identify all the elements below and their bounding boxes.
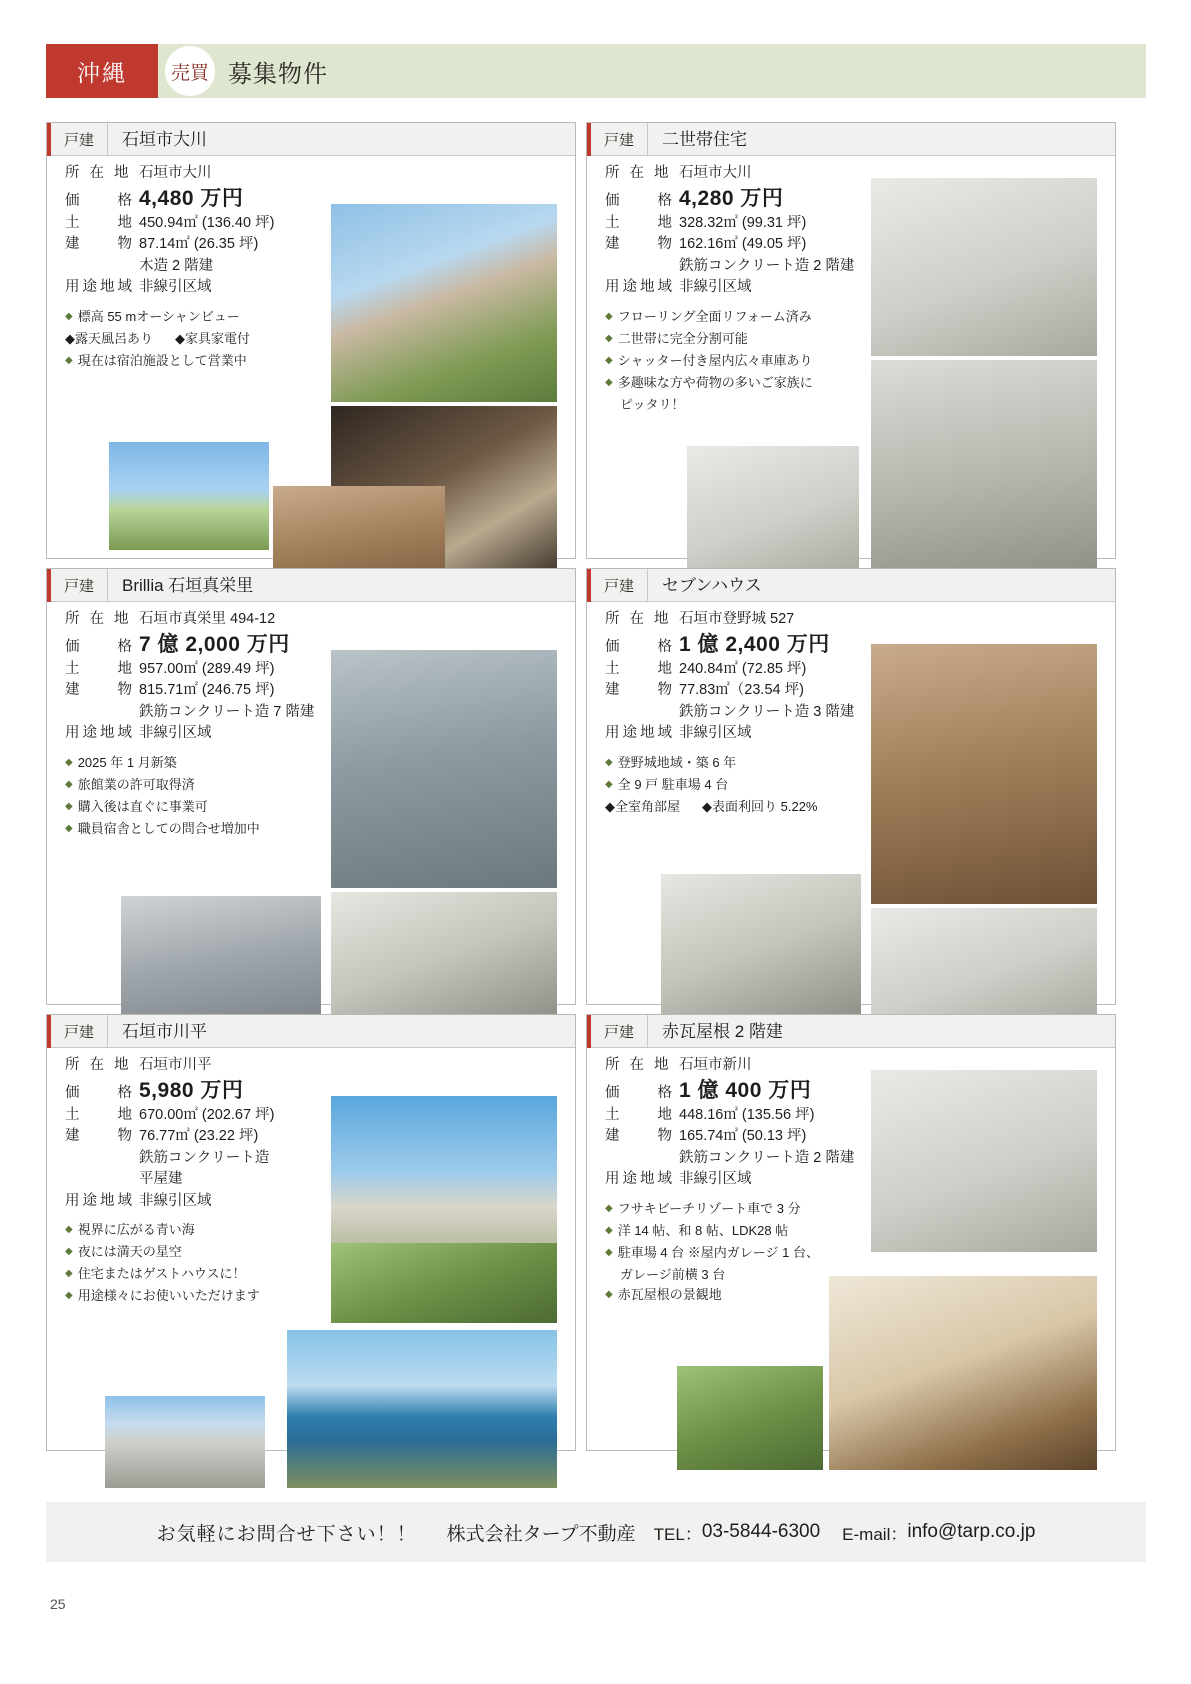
spec-value: 石垣市真栄里 494-12 [139,611,276,627]
property-photo-land [331,1243,557,1323]
card-header [587,1015,1115,1048]
card-header [587,123,1115,156]
spec-structure: 鉄筋コンクリート造 7 階建 [139,703,315,720]
diamond-icon: ◆ [65,354,73,366]
spec-label: 所 在 地 [65,611,132,627]
spec-label: 所 在 地 [65,1057,132,1073]
feature-text: 赤瓦屋根の景観地 [617,1287,722,1303]
spec-value: 670.00㎡ (202.67 坪) [139,1106,275,1123]
diamond-icon: ◆ [605,376,613,388]
spec-label: 建 物 [605,682,675,698]
spec-value: 957.00㎡ (289.49 坪) [139,660,275,677]
spec-value: 非線引区域 [139,725,212,741]
feature-text: 二世帯に完全分割可能 [617,330,748,346]
spec-value: 非線引区域 [679,279,752,295]
property-type-badge: 戸建 [587,569,647,602]
card-header [587,569,1115,602]
spec-label: 所 在 地 [605,611,672,627]
spec-value-price: 7 億 2,000 万円 [139,632,290,656]
spec-value: 非線引区域 [679,1171,752,1187]
footer-email-label: E-mail： [842,1524,908,1544]
card-body [587,602,1115,817]
footer-tel-label: TEL： [653,1524,702,1544]
spec-value-price: 4,480 万円 [139,186,244,210]
spec-label: 用途地域 [605,725,675,741]
spec-value-price: 1 億 400 万円 [679,1078,812,1102]
spec-label: 用途地域 [605,279,675,295]
category-badge: 売買 [164,45,216,97]
property-type-badge: 戸建 [47,123,107,156]
contact-footer [46,1502,1146,1562]
feature-text: 購入後は直ぐに事業可 [77,798,208,814]
property-photo-main [331,204,557,402]
card-body [47,602,575,839]
spec-value: 石垣市新川 [679,1057,752,1073]
property-photo-garden [677,1366,823,1470]
spec-label: 土 地 [65,214,135,231]
feature-text: フローリング全面リフォーム済み [617,308,812,324]
spec-label: 所 在 地 [605,1057,672,1073]
spec-structure: 鉄筋コンクリート造 2 階建 [679,257,855,274]
feature-text: フサキビーチリゾート車で 3 分 [617,1200,801,1216]
feature-text: 職員宿舎としての問合せ増加中 [77,820,260,836]
diamond-icon: ◆ [65,1268,73,1280]
property-type-badge: 戸建 [587,1015,647,1048]
diamond-icon: ◆ [605,332,613,344]
spec-label: 土 地 [605,214,675,231]
spec-label: 価 格 [605,1084,675,1101]
spec-row-address [605,612,1115,627]
spec-label: 用途地域 [65,725,135,741]
spec-row-address [65,1058,575,1073]
property-photo-main [871,644,1097,904]
spec-label: 建 物 [65,1128,135,1144]
feature-text: 家具家電付 [185,330,251,346]
spec-label: 土 地 [65,660,135,677]
spec-label: 価 格 [605,192,675,209]
property-photo-main [331,650,557,888]
diamond-icon: ◆ [65,310,73,322]
feature-text: 全室角部屋 [615,798,681,814]
feature-text-continued: ガレージ前横 3 台 [620,1266,726,1282]
property-name: 石垣市大川 [107,123,575,156]
property-card[interactable] [46,122,576,559]
feature-text: 露天風呂あり [75,330,154,346]
spec-row-address [65,612,575,627]
spec-value: 87.14㎡ (26.35 坪) [139,236,259,252]
property-photo-exterior [109,442,269,550]
feature-text: 夜には満天の星空 [77,1244,182,1260]
diamond-icon: ◆ [65,756,73,768]
diamond-icon: ◆ [702,798,713,814]
page-header [46,44,1146,98]
feature-text: 洋 14 帖、和 8 帖、LDK28 帖 [617,1222,789,1238]
spec-value-price: 5,980 万円 [139,1078,244,1102]
feature-text: 駐車場 4 台 ※屋内ガレージ 1 台、 [617,1244,819,1260]
page-title: 募集物件 [228,60,328,88]
property-name: 石垣市川平 [107,1015,575,1048]
spec-value: 165.74㎡ (50.13 坪) [679,1128,807,1144]
spec-value: 非線引区域 [139,1192,212,1209]
diamond-icon: ◆ [65,822,73,834]
spec-label: 建 物 [605,1128,675,1144]
spec-value: 石垣市登野城 527 [679,611,795,627]
spec-value: 448.16㎡ (135.56 坪) [679,1106,815,1123]
spec-value: 77.83㎡（23.54 坪) [679,682,804,698]
spec-structure: 木造 2 階建 [139,257,214,274]
spec-label: 価 格 [65,1084,135,1101]
spec-value: 240.84㎡ (72.85 坪) [679,660,807,677]
diamond-icon: ◆ [65,1290,73,1302]
spec-label: 用途地域 [65,1192,135,1209]
spec-label: 土 地 [605,660,675,677]
spec-structure: 鉄筋コンクリート造 3 階建 [679,703,855,720]
diamond-icon: ◆ [605,756,613,768]
feature-text: 多趣味な方や荷物の多いご家族に [617,374,813,390]
property-card[interactable] [46,1014,576,1451]
spec-value: 石垣市大川 [679,165,752,181]
property-photo-exterior [121,896,321,1024]
feature-text-continued: ピッタリ！ [620,397,685,413]
property-name: Brillia 石垣真栄里 [107,569,575,602]
feature-group [65,329,153,349]
property-photo-driveway [871,360,1097,578]
property-type-badge: 戸建 [47,569,107,602]
footer-email[interactable]: info@tarp.co.jp [907,1521,1036,1542]
spec-row-address [65,166,575,181]
spec-value: 非線引区域 [679,725,752,741]
diamond-icon: ◆ [605,310,613,322]
diamond-icon: ◆ [605,798,615,814]
diamond-icon: ◆ [605,1246,613,1258]
spec-label: 建 物 [605,236,675,252]
spec-structure: 鉄筋コンクリート造 2 階建 [679,1149,855,1166]
property-name: セブンハウス [647,569,1115,602]
footer-cta: お気軽にお問合せ下さい！！ [156,1523,417,1545]
feature-text: 旅館業の許可取得済 [77,776,195,792]
property-card[interactable] [586,122,1116,559]
diamond-icon: ◆ [605,354,613,366]
spec-value: 非線引区域 [139,279,212,295]
region-tag: 沖縄 [46,44,158,98]
spec-value-price: 1 億 2,400 万円 [679,632,830,656]
card-header [47,569,575,602]
property-photo-road [105,1396,265,1488]
spec-value: 815.71㎡ (246.75 坪) [139,682,275,698]
feature-text: シャッター付き屋内広々車庫あり [617,352,813,368]
property-type-badge: 戸建 [587,123,647,156]
feature-text: 視界に広がる青い海 [77,1222,195,1237]
spec-label: 価 格 [605,638,675,655]
spec-label: 価 格 [65,192,135,209]
card-header [47,123,575,156]
card-body [47,156,575,371]
diamond-icon: ◆ [605,1202,613,1214]
spec-value: 162.16㎡ (49.05 坪) [679,236,807,252]
diamond-icon: ◆ [65,1224,73,1235]
feature-group [605,797,680,817]
diamond-icon: ◆ [175,330,186,346]
diamond-icon: ◆ [605,1224,613,1236]
spec-value-price: 4,280 万円 [679,186,784,210]
spec-label: 土 地 [605,1106,675,1123]
diamond-icon: ◆ [605,1289,613,1301]
spec-label: 価 格 [65,638,135,655]
card-body [587,156,1115,415]
property-photo-living [829,1276,1097,1470]
spec-value: 76.77㎡ (23.22 坪) [139,1128,259,1144]
spec-label: 建 物 [65,236,135,252]
feature-text: 2025 年 1 月新築 [77,754,177,770]
feature-text: 登野城地域・築 6 年 [617,754,737,770]
spec-structure: 鉄筋コンクリート造 [139,1149,270,1166]
spec-value: 石垣市川平 [139,1057,212,1073]
card-body [47,1048,575,1307]
footer-company: 株式会社タープ不動産 [446,1523,636,1545]
property-photo-main [871,1070,1097,1252]
spec-structure-2: 平屋建 [139,1171,183,1187]
property-card[interactable] [46,568,576,1005]
property-name: 二世帯住宅 [647,123,1115,156]
feature-group [175,329,250,349]
spec-value: 石垣市大川 [139,165,212,181]
card-header [47,1015,575,1048]
property-photo-entrance [661,874,861,1024]
spec-label: 土 地 [65,1106,135,1123]
feature-text: 表面利回り 5.22% [712,798,818,814]
diamond-icon: ◆ [65,330,75,346]
spec-value: 450.94㎡ (136.40 坪) [139,214,275,231]
card-body [587,1048,1115,1305]
spec-label: 建 物 [65,682,135,698]
spec-label: 所 在 地 [65,165,132,181]
footer-tel[interactable]: 03-5844-6300 [701,1521,821,1542]
spec-label: 用途地域 [605,1171,675,1187]
feature-text: 標高 55 mオーシャンビュー [77,308,240,324]
property-name: 赤瓦屋根 2 階建 [647,1015,1115,1048]
property-photo-main [871,178,1097,356]
page-number: 25 [50,1596,66,1612]
spec-value: 328.32㎡ (99.31 坪) [679,214,807,231]
feature-group [702,797,817,817]
property-photo-entrance [687,446,859,578]
feature-text: 全 9 戸 駐車場 4 台 [617,776,729,792]
property-card[interactable] [586,568,1116,1005]
feature-text: 現在は宿泊施設として営業中 [77,352,247,368]
diamond-icon: ◆ [605,778,613,790]
diamond-icon: ◆ [65,778,73,790]
property-photo-sea-view [287,1330,557,1488]
property-photo-corridor [331,892,557,1024]
property-type-badge: 戸建 [47,1015,107,1048]
feature-text: 用途様々にお使いいただけます [77,1288,260,1304]
diamond-icon: ◆ [65,800,73,812]
spec-label: 所 在 地 [605,165,672,181]
spec-label: 用途地域 [65,279,135,295]
diamond-icon: ◆ [65,1246,73,1258]
property-card[interactable] [586,1014,1116,1451]
feature-text: 住宅またはゲストハウスに！ [77,1266,246,1282]
property-photo-side [871,908,1097,1024]
